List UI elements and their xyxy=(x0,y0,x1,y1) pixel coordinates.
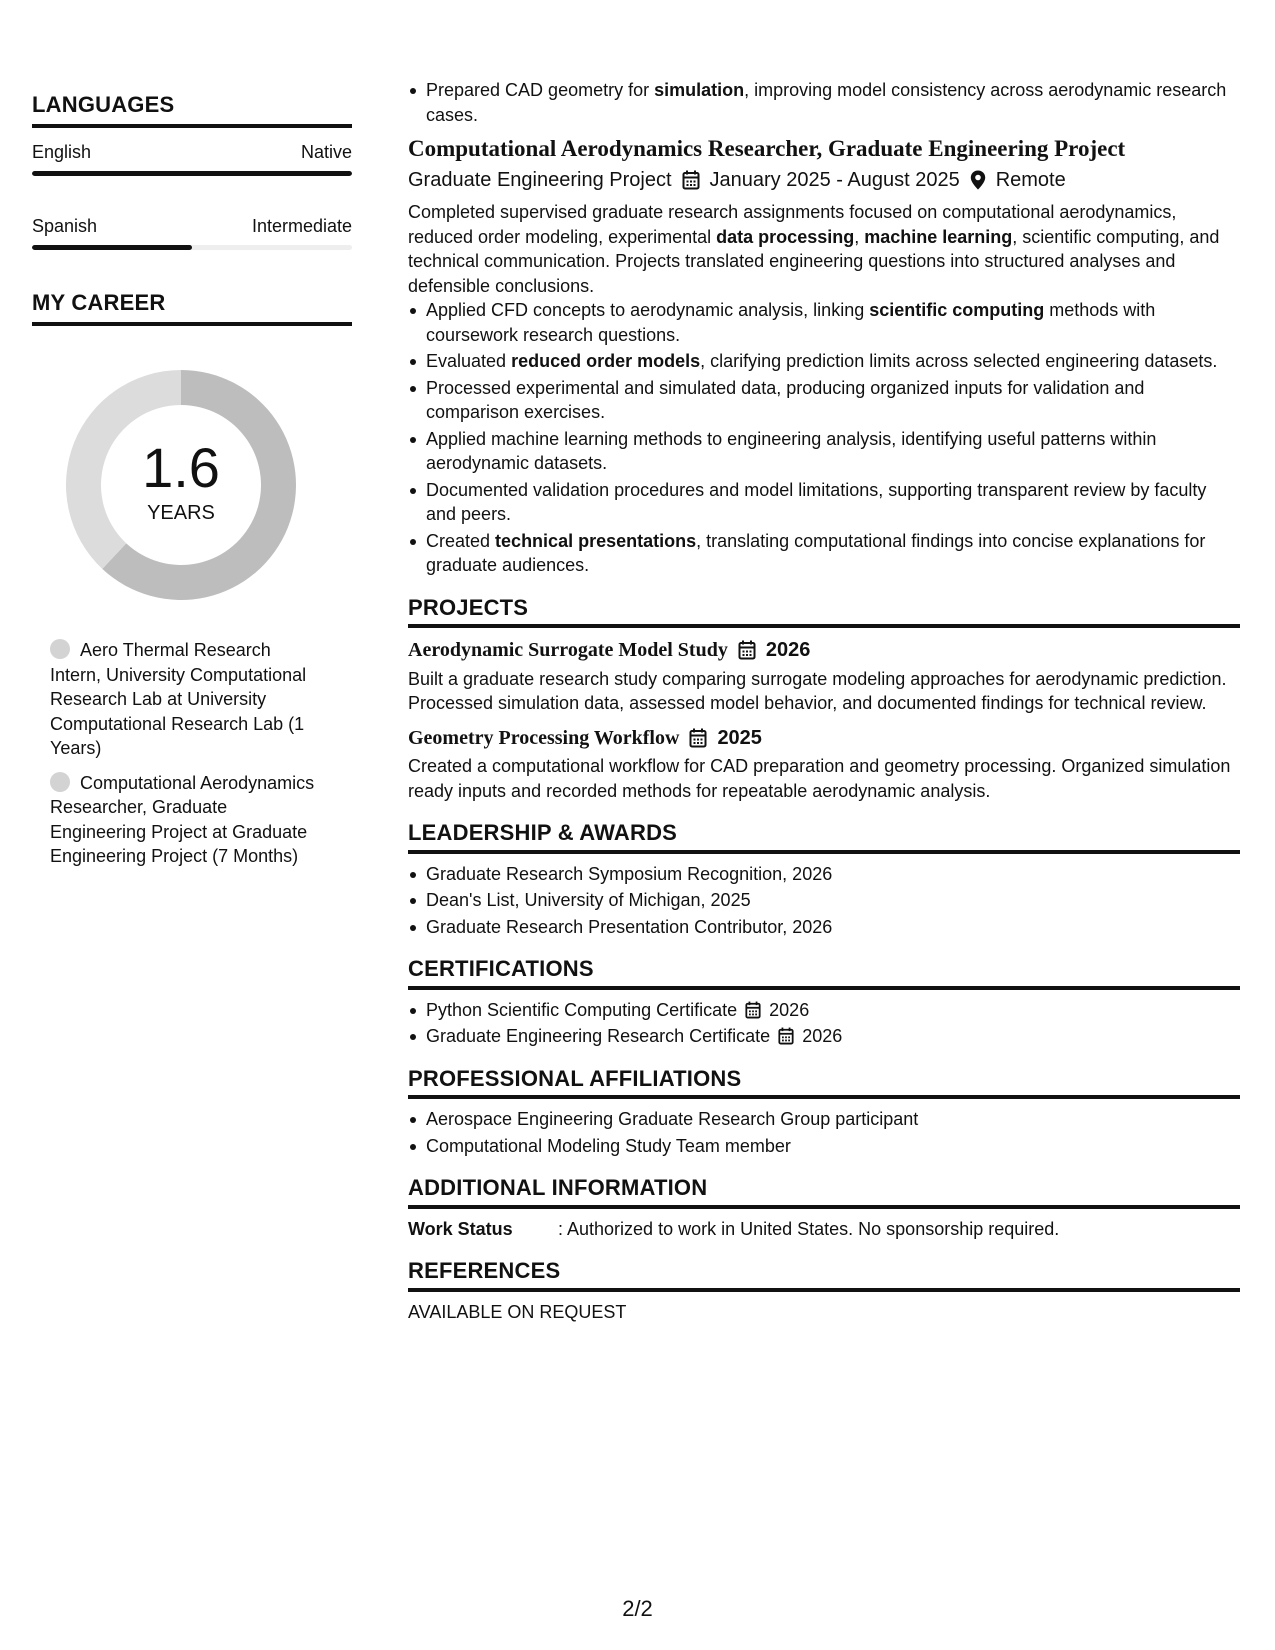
certification-year: 2026 xyxy=(802,1026,843,1046)
references-heading: REFERENCES xyxy=(408,1259,1240,1292)
affiliations-heading: PROFESSIONAL AFFILIATIONS xyxy=(408,1067,1240,1100)
legend-dot-icon xyxy=(50,639,70,659)
language-item xyxy=(32,216,352,250)
projects-heading: PROJECTS xyxy=(408,596,1240,629)
project-item xyxy=(408,638,1240,716)
project-item xyxy=(408,726,1240,804)
right-column xyxy=(408,78,1240,1324)
language-level: Native xyxy=(300,142,352,162)
calendar-icon xyxy=(778,1027,794,1045)
languages-heading: LANGUAGES xyxy=(32,92,352,128)
bullet-item: Applied machine learning methods to engineering analysis, identifying useful patterns within aerodynamic datasets. xyxy=(408,427,1240,476)
language-name: English xyxy=(32,142,92,162)
certification-year: 2026 xyxy=(769,999,810,1020)
project-title: Geometry Processing Workflow xyxy=(408,726,680,749)
career-legend xyxy=(32,638,352,869)
career-years-value: 1.6 xyxy=(142,435,220,499)
job-location: Remote xyxy=(995,168,1066,191)
bullet-item: Processed experimental and simulated data, producing organized inputs for validation and comparison exercises. xyxy=(408,376,1240,425)
bullet-item: Prepared CAD geometry for simulation, improving model consistency across aerodynamic research cases. xyxy=(408,78,1240,127)
project-description: Created a computational workflow for CAD preparation and geometry processing. Organized simulation ready inputs and recorded methods for repeatable aerodynamic analysis. xyxy=(408,756,1231,801)
job-description: Completed supervised graduate research assignments focused on computational aerodynamics, reduced order modeling, experimental data processing, machine learning, scientific computing, and technical communication. Projects translated engineering questions into structured analyses and defensible conclusions. xyxy=(408,202,1220,296)
work-status-value: : Authorized to work in United States. No sponsorship required. xyxy=(558,1218,1060,1239)
references-text: AVAILABLE ON REQUEST xyxy=(408,1301,627,1322)
project-year: 2026 xyxy=(765,639,811,661)
bullet-item: Evaluated reduced order models, clarifying prediction limits across selected engineering datasets. xyxy=(408,349,1240,374)
work-status-row xyxy=(408,1217,1240,1242)
certification-item xyxy=(408,998,1240,1023)
job-bullets xyxy=(408,298,1240,578)
project-description: Built a graduate research study comparing surrogate modeling approaches for aerodynamic prediction. Processed simulation data, assessed model behavior, and documented findings for technical review. xyxy=(408,668,1227,713)
calendar-icon xyxy=(745,1001,761,1019)
certification-name: Python Scientific Computing Certificate xyxy=(426,999,738,1020)
job-company: Graduate Engineering Project xyxy=(408,168,672,191)
career-legend-item: Computational Aerodynamics Researcher, Graduate Engineering Project at Graduate Engineering Project (7 Months) xyxy=(50,772,315,866)
certifications-list xyxy=(408,998,1240,1049)
page-number: 2/2 xyxy=(622,1596,653,1621)
language-level: Intermediate xyxy=(251,216,352,236)
language-proficiency-bar xyxy=(32,171,352,176)
job-title: Computational Aerodynamics Researcher, Graduate Engineering Project xyxy=(408,136,1126,161)
career-heading: MY CAREER xyxy=(32,290,352,326)
additional-info-heading: ADDITIONAL INFORMATION xyxy=(408,1176,1240,1209)
bullet-item: Documented validation procedures and model limitations, supporting transparent review by faculty and peers. xyxy=(408,478,1240,527)
certification-item xyxy=(408,1024,1240,1049)
calendar-icon xyxy=(738,640,756,660)
language-proficiency-bar xyxy=(32,245,352,250)
affiliations-list xyxy=(408,1107,1240,1158)
project-title: Aerodynamic Surrogate Model Study xyxy=(408,639,728,661)
language-item xyxy=(32,142,352,176)
awards-heading: LEADERSHIP & AWARDS xyxy=(408,821,1240,854)
award-item: Graduate Research Symposium Recognition, 2026 xyxy=(408,862,1240,887)
job-meta xyxy=(408,168,1240,193)
award-item: Dean's List, University of Michigan, 2025 xyxy=(408,888,1240,913)
calendar-icon xyxy=(682,170,700,190)
location-pin-icon xyxy=(970,170,986,190)
affiliation-item: Aerospace Engineering Graduate Research Group participant xyxy=(408,1107,1240,1132)
carryover-bullets xyxy=(408,78,1240,127)
work-status-label: Work Status xyxy=(408,1218,513,1239)
calendar-icon xyxy=(689,728,707,748)
bullet-item: Applied CFD concepts to aerodynamic analysis, linking scientific computing methods with coursework research questions. xyxy=(408,298,1240,347)
legend-dot-icon xyxy=(50,772,70,792)
certifications-heading: CERTIFICATIONS xyxy=(408,957,1240,990)
left-column xyxy=(32,92,352,879)
language-name: Spanish xyxy=(32,216,98,236)
job-dates: January 2025 - August 2025 xyxy=(709,168,960,191)
project-year: 2025 xyxy=(717,726,762,749)
bullet-item: Created technical presentations, translating computational findings into concise explanations for graduate audiences. xyxy=(408,529,1240,578)
award-item: Graduate Research Presentation Contributor, 2026 xyxy=(408,915,1240,940)
certification-name: Graduate Engineering Research Certificate xyxy=(426,1026,771,1046)
career-years-unit: YEARS xyxy=(147,501,215,524)
career-legend-item: Aero Thermal Research Intern, University Computational Research Lab at University Computational Research Lab (1 Years) xyxy=(50,640,307,758)
career-donut-chart xyxy=(66,370,296,600)
affiliation-item: Computational Modeling Study Team member xyxy=(408,1134,1240,1159)
awards-list xyxy=(408,862,1240,940)
